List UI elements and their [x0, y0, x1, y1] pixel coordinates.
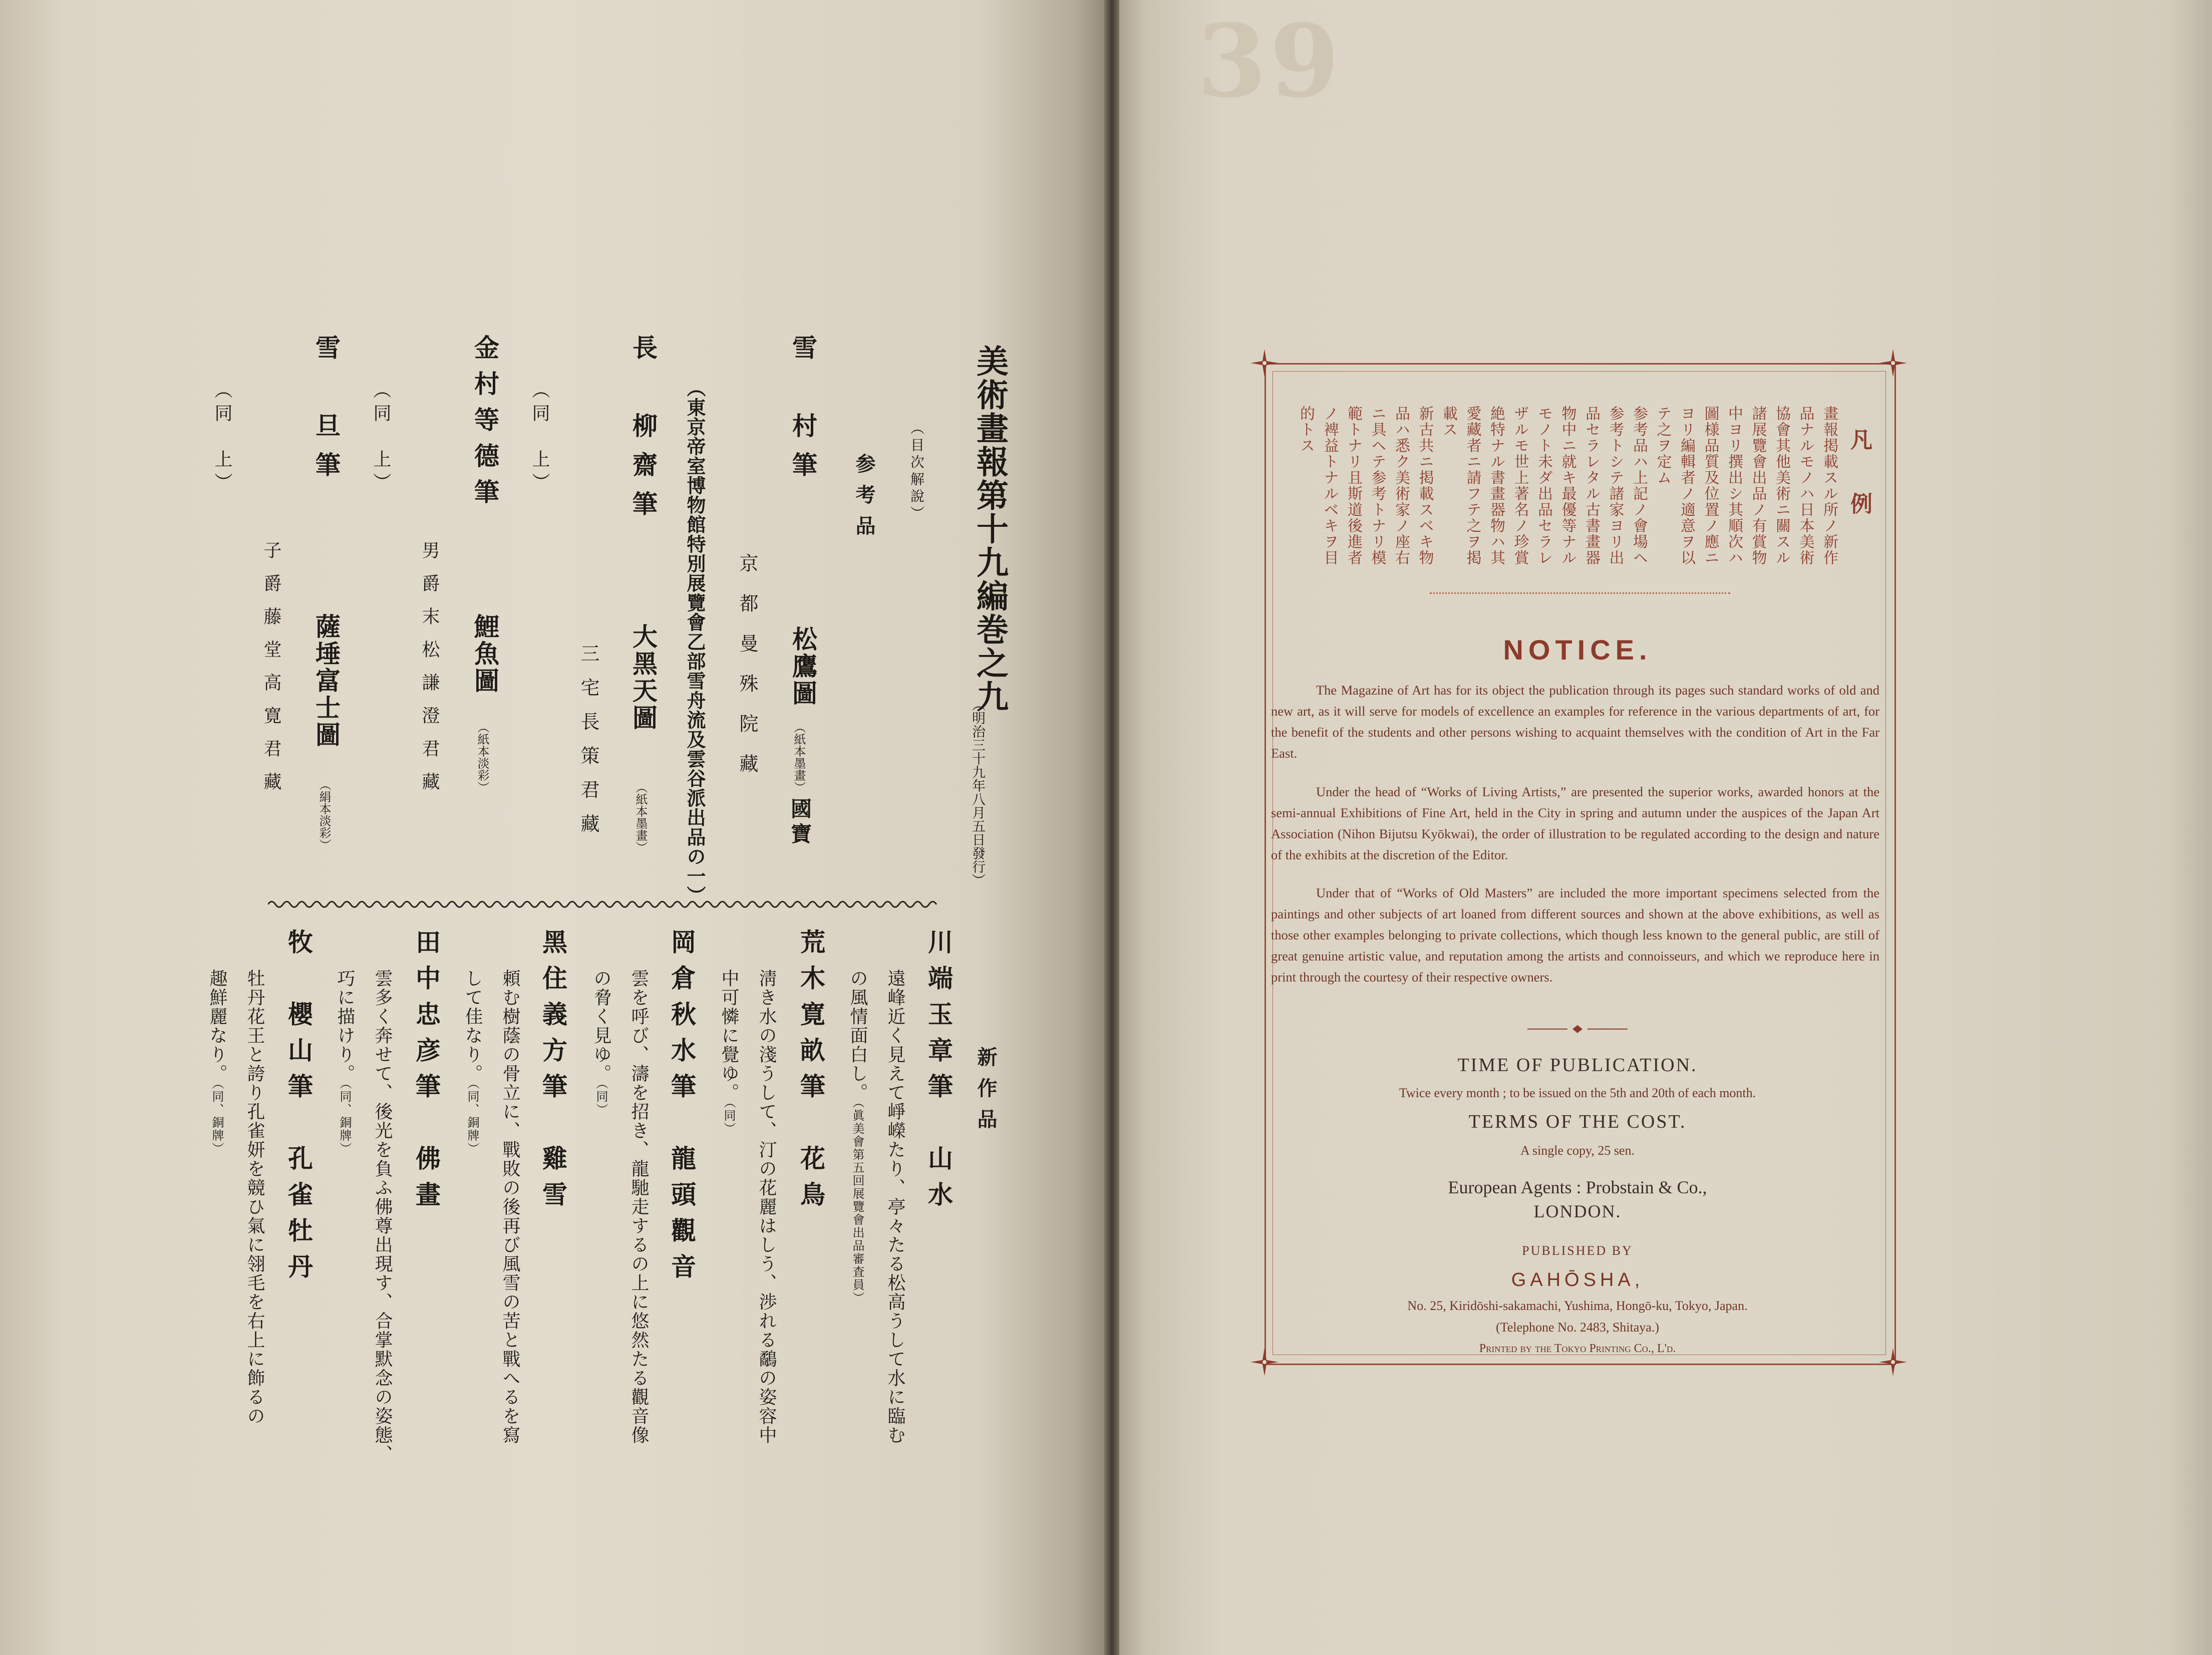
- new-text-end: 中可憐に覺ゆ。: [719, 969, 739, 1102]
- contents-label: （目次解說）: [908, 421, 925, 523]
- new-note: （同、銅牌）: [465, 1083, 479, 1155]
- new-text-end: の脅く見ゆ。: [591, 969, 611, 1083]
- notice-paragraph: Under that of “Works of Old Masters” are included the more important specimens selected from the paintings and other subjects of art loaned from different sources and shown at the above exhibitions, as well as those other examples belonging to private collections, which though less known to the general public, are still of great genuine artistic value, and reputation among the artists and connoisseurs, and which we reproduce here in print through the courtesy of their respective owners.: [1271, 885, 1879, 984]
- hanrei-line: 物中ニ就キ最優等ナル: [1558, 406, 1576, 566]
- same-above: （同 上）: [371, 381, 391, 496]
- ref-artist: 長 柳齋筆: [628, 335, 658, 530]
- new-text-end: して佳なり。: [462, 969, 483, 1083]
- notice-title: NOTICE.: [1503, 634, 1652, 666]
- new-note: （同、銅牌）: [338, 1083, 352, 1155]
- time-text: Twice every month ; to be issued on the 5th and 20th of each month.: [1399, 1086, 1756, 1100]
- ref-owner: 三宅長策君藏: [577, 643, 599, 848]
- ref-title: 松鷹圖: [788, 626, 818, 707]
- new-text: [588, 969, 614, 1116]
- hanrei-line: ノ裨益トナルベキヲ目: [1321, 406, 1339, 566]
- hanrei-block: [1265, 406, 1838, 586]
- ref-owner: 子爵藤堂高寛君藏: [261, 541, 281, 805]
- time-heading: TIME OF PUBLICATION.: [1457, 1055, 1698, 1076]
- new-note: （同、銅牌）: [210, 1083, 224, 1155]
- hanrei-line: 品セラレタル古書畫器: [1583, 406, 1600, 566]
- notice-paragraph: The Magazine of Art has for its object the publication through its pages such standard works of old and new art, as it will serve for models of excellence an examples for reference in the various departments of art, for the benefit of the students and other persons wishing to acquaint themselves with the condition of Art in the Far East.: [1271, 683, 1879, 761]
- corner-ornament-icon: [1248, 347, 1281, 379]
- new-text-end: の風情面白し。: [847, 969, 868, 1102]
- new-note: （同）: [594, 1083, 608, 1116]
- ref-title: 大黑天圖: [628, 623, 658, 732]
- wavy-divider: [268, 899, 941, 910]
- publisher-name: GAHŌSHA,: [1511, 1269, 1644, 1290]
- hanrei-line: 範トナリ且斯道後進者: [1345, 406, 1362, 566]
- new-text: [460, 969, 485, 1155]
- publisher-address: No. 25, Kiridōshi-sakamachi, Yushima, Hongō-ku, Tokyo, Japan.: [1407, 1298, 1748, 1313]
- ornamental-rule-icon: [1527, 1022, 1628, 1037]
- hanrei-line: 協會其他美術ニ關スル: [1773, 406, 1790, 566]
- hanrei-line: モノト未ダ出品セラレ: [1535, 406, 1552, 566]
- hanrei-line: 絶特ナル書畫器物ハ其: [1487, 406, 1505, 566]
- hanrei-line: 載ス: [1440, 406, 1457, 438]
- ref-artist: 雪 旦筆: [311, 335, 341, 491]
- hanrei-line: 愛藏者ニ請フテ之ヲ掲: [1463, 406, 1481, 566]
- hanrei-line: 圖様品質及位置ノ應ニ: [1701, 406, 1719, 566]
- dotted-separator: [1430, 592, 1730, 594]
- hanrei-line: 参考トシテ諸家ヨリ出: [1606, 406, 1624, 566]
- hanrei-line: 的トス: [1297, 406, 1315, 454]
- new-text: 頼む樹蔭の骨立に、戰敗の後再び風雪の苦と戰へるを寫: [500, 969, 520, 1445]
- ref-owner: 男爵末松謙澄君藏: [419, 541, 440, 805]
- ref-medium: （紙本墨畫）: [634, 781, 648, 853]
- hanrei-line: テ之ヲ定ム: [1654, 406, 1672, 486]
- magazine-title: 美術畫報第十九編巻之九: [971, 345, 1009, 714]
- new-heading: 牧 櫻山筆 孔雀牡丹: [284, 929, 313, 1289]
- hanrei-line: ヨリ編輯者ノ適意ヲ以: [1678, 406, 1695, 566]
- section-reference-heading: 参考品: [852, 453, 876, 546]
- agents-city: LONDON.: [1533, 1201, 1622, 1221]
- same-above: （同 上）: [212, 381, 232, 496]
- new-text: 雲多く奔せて、後光を負ふ佛尊出現す、合掌默念の姿態、: [372, 969, 393, 1464]
- issue-date: （明治三十九年八月五日發行）: [970, 698, 985, 887]
- hanrei-line: ザルモ世上著名ノ珍賞: [1511, 406, 1529, 566]
- new-heading: 田中忠彦筆 佛畫: [412, 929, 441, 1217]
- hanrei-title: 凡 例: [1846, 428, 1872, 524]
- ref-title: 薩埵富士圖: [311, 613, 341, 749]
- new-note: （眞美會第五回展覽會出品審査員）: [850, 1102, 864, 1304]
- same-above: （同 上）: [529, 381, 550, 496]
- new-text-end: 趣鮮麗なり。: [207, 969, 227, 1083]
- new-heading: 荒木寛畝筆 花鳥: [796, 929, 826, 1217]
- hanrei-line: 新古共ニ掲載スベキ物: [1416, 406, 1434, 566]
- terms-heading: TERMS OF THE COST.: [1468, 1111, 1687, 1132]
- ref-owner: 京都曼殊院藏: [736, 553, 758, 794]
- publisher-telephone: (Telephone No. 2483, Shitaya.): [1496, 1320, 1659, 1335]
- new-note: （同）: [722, 1102, 736, 1135]
- new-text: 遠峰近く見えて崢嶸たり、亭々たる松高うして水に臨む: [885, 969, 905, 1445]
- hanrei-line: 参考品ハ上記ノ會場ヘ: [1630, 406, 1648, 566]
- printer-line: Printed by the Tokyo Printing Co., L'd.: [1479, 1342, 1676, 1355]
- ref-medium: （紙本淡彩）: [475, 721, 489, 793]
- book-gutter: [1104, 0, 1119, 1655]
- ref-artist: 金村等德筆: [470, 335, 500, 515]
- hanrei-line: 諸展覽會出品ノ有賞物: [1749, 406, 1767, 566]
- agents-line: European Agents : Probstain & Co.,: [1448, 1177, 1707, 1197]
- published-by: PUBLISHED BY: [1522, 1243, 1633, 1258]
- new-text: [716, 969, 742, 1135]
- stamp-number: 39: [1197, 3, 1343, 120]
- hanrei-line: 品ハ悉ク美術家ノ座右: [1392, 406, 1410, 566]
- ref-artist: 雪 村筆: [788, 335, 818, 491]
- new-text: 雲を呼び、濤を招き、龍馳走するの上に悠然たる觀音像: [628, 969, 649, 1445]
- ref-title: 鯉魚圖: [470, 613, 500, 695]
- ref-status: 國寶: [788, 798, 812, 848]
- hanrei-line: 中ヨリ撰出シ其順次ハ: [1725, 406, 1743, 566]
- new-text: [845, 969, 870, 1304]
- new-heading: 黑住義方筆 雞雪: [538, 929, 568, 1217]
- new-text: 淸き水の淺うして、汀の花麗はしう、渉れる鷸の姿容中: [756, 969, 777, 1445]
- hanrei-line: ニ具ヘテ参考トナリ模: [1368, 406, 1386, 566]
- hanrei-line: 品ナルモノハ日本美術: [1796, 406, 1814, 566]
- new-heading: 川端玉章筆 山水: [924, 929, 954, 1217]
- new-text: [204, 969, 230, 1155]
- corner-ornament-icon: [1877, 347, 1909, 379]
- terms-text: A single copy, 25 sen.: [1520, 1143, 1635, 1158]
- notice-paragraph: Under the head of “Works of Living Artists,” are presented the superior works, awarded honors at the semi-annual Exhibitions of Fine Art, held in the City in spring and autumn under the auspices of the Japan Art Association (Nihon Bijutsu Kyōkwai), the order of illustration to be regulated according to the design and nature of the exhibits at the discretion of the Editor.: [1271, 784, 1879, 862]
- hanrei-line: 畫報掲載スル所ノ新作: [1820, 406, 1838, 566]
- section-new-heading: 新作品: [974, 1047, 998, 1140]
- exhibition-note: （東京帝室博物館特別展覽會乙部雪舟流及雲谷派出品の一）: [684, 378, 706, 905]
- new-text: [332, 969, 358, 1155]
- new-heading: 岡倉秋水筆 龍頭觀音: [667, 929, 697, 1289]
- new-text: 牡丹花王と誇り孔雀妍を競ひ氣に翎毛を右上に飾るの: [244, 969, 265, 1426]
- ref-medium: （紙本墨畫）: [792, 721, 806, 793]
- new-text-end: 巧に描けり。: [335, 969, 355, 1083]
- ref-medium: （絹本淡彩）: [317, 779, 331, 851]
